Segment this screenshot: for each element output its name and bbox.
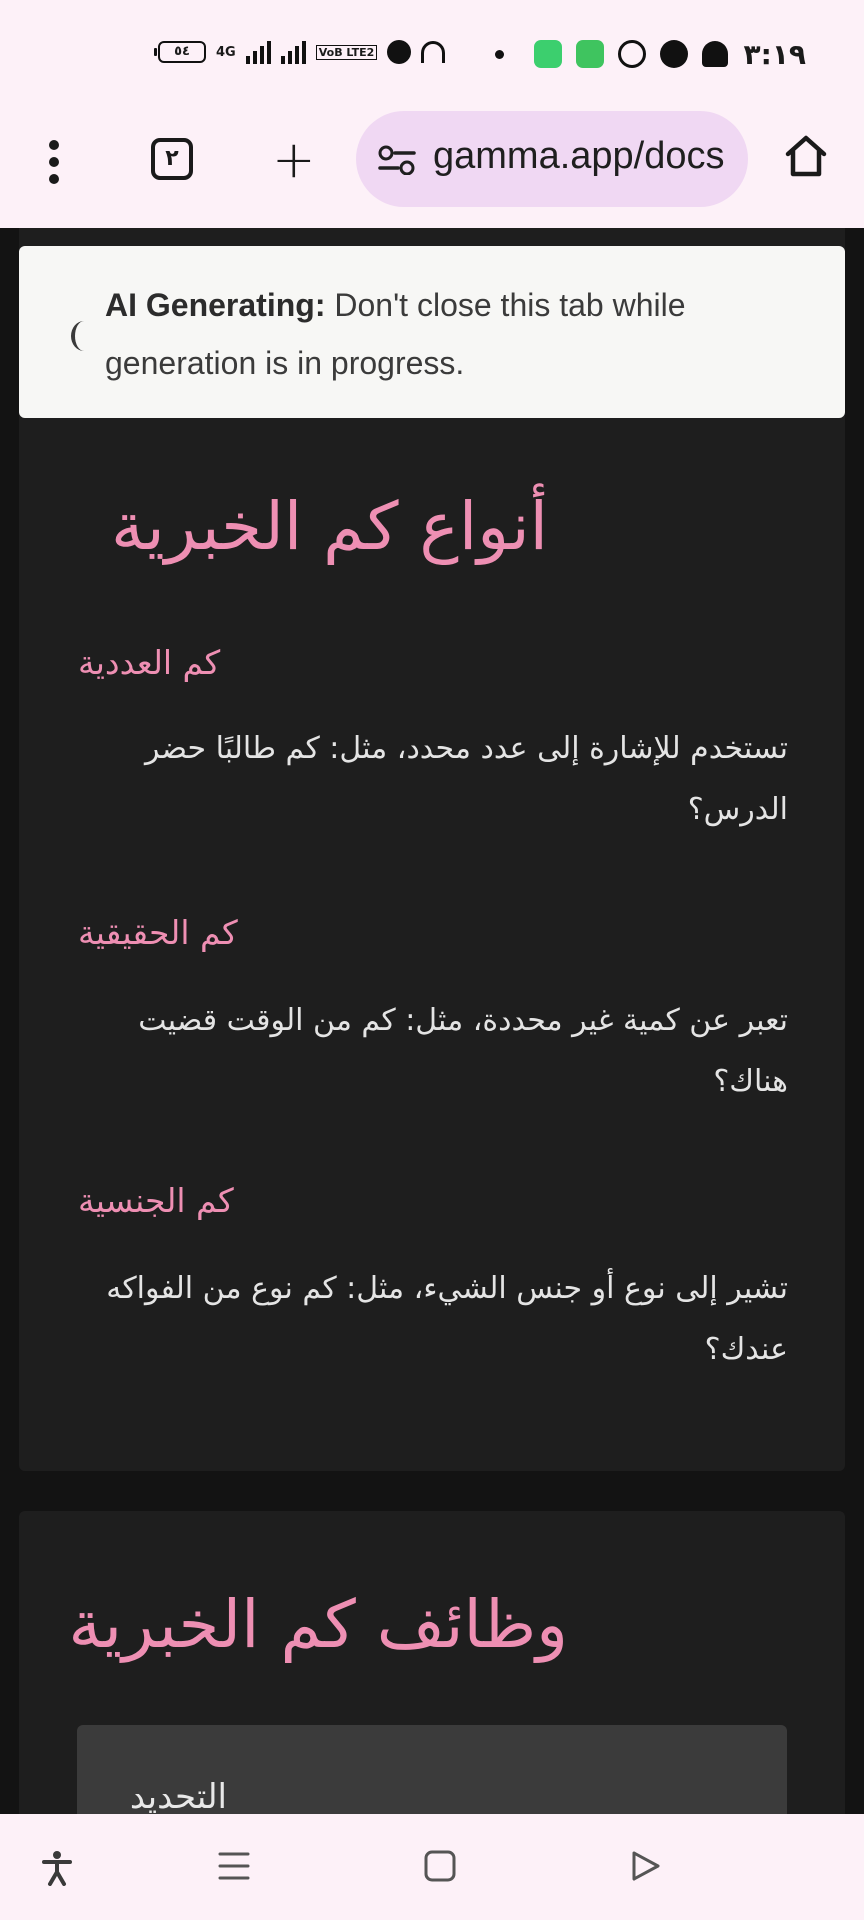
ai-generating-banner bbox=[19, 246, 845, 418]
url-text[interactable]: gamma.app/docs bbox=[433, 135, 725, 177]
menu-dots-icon[interactable] bbox=[48, 140, 60, 184]
banner-label: AI Generating: bbox=[105, 287, 326, 323]
site-settings-icon[interactable] bbox=[378, 145, 416, 175]
signal-icon bbox=[246, 40, 271, 64]
subheading-genus: كم الجنسية bbox=[78, 1181, 234, 1220]
headphones-icon bbox=[421, 41, 445, 63]
function-card-title: التحديد bbox=[129, 1777, 227, 1814]
facebook-icon bbox=[660, 40, 688, 68]
status-icons-system bbox=[158, 40, 445, 64]
youtube-icon bbox=[618, 40, 646, 68]
status-icons-notifications bbox=[495, 40, 728, 68]
alarm-icon bbox=[387, 40, 411, 64]
battery-icon: ٥٤ bbox=[158, 41, 206, 63]
page-content bbox=[0, 228, 864, 1814]
back-icon[interactable] bbox=[630, 1850, 662, 1882]
system-nav-bar bbox=[0, 1814, 864, 1920]
dot-icon bbox=[495, 50, 504, 59]
network-type-label: 4G bbox=[216, 44, 236, 60]
paragraph-genus: تشير إلى نوع أو جنس الشيء، مثل: كم نوع من الفواكه عندك؟ bbox=[106, 1271, 788, 1367]
volte-icon: VoB LTE2 bbox=[316, 45, 378, 60]
accessibility-icon[interactable] bbox=[42, 1850, 72, 1886]
plus-icon[interactable]: + bbox=[272, 130, 316, 190]
home-nav-icon[interactable] bbox=[424, 1850, 456, 1882]
section-title-types: أنواع كم الخبرية bbox=[111, 488, 548, 565]
clock: ٣:١٩ bbox=[743, 38, 806, 71]
browser-toolbar bbox=[0, 110, 864, 228]
banner-text: Don't close this tab while generation is in progress. bbox=[105, 287, 686, 381]
loading-spinner-icon bbox=[71, 321, 97, 351]
status-bar bbox=[0, 0, 864, 110]
tab-switcher-button[interactable]: ٢ bbox=[151, 138, 193, 180]
home-icon[interactable] bbox=[782, 132, 830, 180]
section-title-functions: وظائف كم الخبرية bbox=[68, 1586, 568, 1663]
paragraph-real: تعبر عن كمية غير محددة، مثل: كم من الوقت قضيت هناك؟ bbox=[138, 1003, 788, 1099]
banner-message bbox=[105, 276, 805, 392]
subheading-numeric: كم العددية bbox=[78, 643, 221, 682]
address-bar[interactable] bbox=[356, 111, 748, 207]
snapchat-icon bbox=[702, 41, 728, 67]
android-app-icon bbox=[576, 40, 604, 68]
battery-saver-app-icon bbox=[534, 40, 562, 68]
subheading-real: كم الحقيقية bbox=[78, 913, 238, 952]
signal-2-icon bbox=[281, 40, 306, 64]
paragraph-numeric: تستخدم للإشارة إلى عدد محدد، مثل: كم طالبًا حضر الدرس؟ bbox=[144, 731, 788, 827]
function-card bbox=[77, 1725, 787, 1814]
recent-apps-icon[interactable] bbox=[218, 1850, 250, 1882]
